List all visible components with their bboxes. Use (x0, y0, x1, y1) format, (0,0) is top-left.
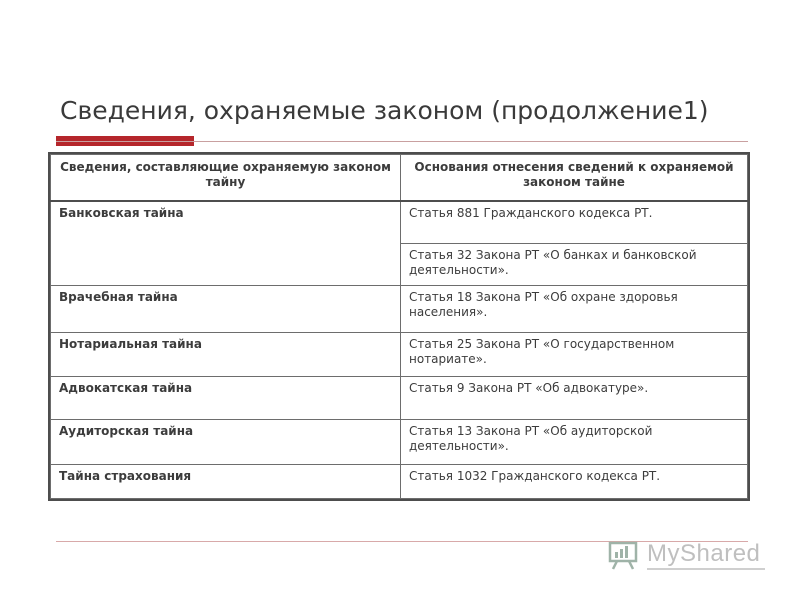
basis-cell: Статья 1032 Гражданского кодекса РТ. (401, 464, 748, 499)
watermark-underline (647, 568, 765, 570)
category-cell: Нотариальная тайна (51, 332, 401, 376)
basis-cell: Статья 32 Закона РТ «О банках и банковской деятельности». (401, 243, 748, 285)
table-row (51, 376, 748, 419)
basis-cell: Статья 13 Закона РТ «Об аудиторской деятельности». (401, 419, 748, 464)
category-cell: Аудиторская тайна (51, 419, 401, 464)
table-row (51, 285, 748, 332)
category-cell: Адвокатская тайна (51, 376, 401, 419)
basis-cell: Статья 9 Закона РТ «Об адвокатуре». (401, 376, 748, 419)
table-row (51, 201, 748, 243)
category-cell: Банковская тайна (51, 201, 401, 285)
header-col-basis: Основания отнесения сведений к охраняемой законом тайне (401, 155, 748, 202)
header-col-category: Сведения, составляющие охраняемую законом тайну (51, 155, 401, 202)
table-row (51, 332, 748, 376)
secrets-table-grid (50, 154, 748, 499)
table-row (51, 464, 748, 499)
slide-title: Сведения, охраняемые законом (продолжение1) (60, 96, 709, 125)
category-cell: Врачебная тайна (51, 285, 401, 332)
table-header-row (51, 155, 748, 202)
basis-cell: Статья 18 Закона РТ «Об охране здоровья населения». (401, 285, 748, 332)
category-cell: Тайна страхования (51, 464, 401, 499)
table-row (51, 419, 748, 464)
watermark-logo (607, 538, 767, 572)
secrets-table (48, 152, 750, 501)
title-underline (56, 141, 748, 142)
basis-cell: Статья 25 Закона РТ «О государственном нотариате». (401, 332, 748, 376)
presentation-board-icon (607, 540, 641, 570)
watermark-text: MyShared (647, 540, 761, 567)
basis-cell: Статья 881 Гражданского кодекса РТ. (401, 201, 748, 243)
